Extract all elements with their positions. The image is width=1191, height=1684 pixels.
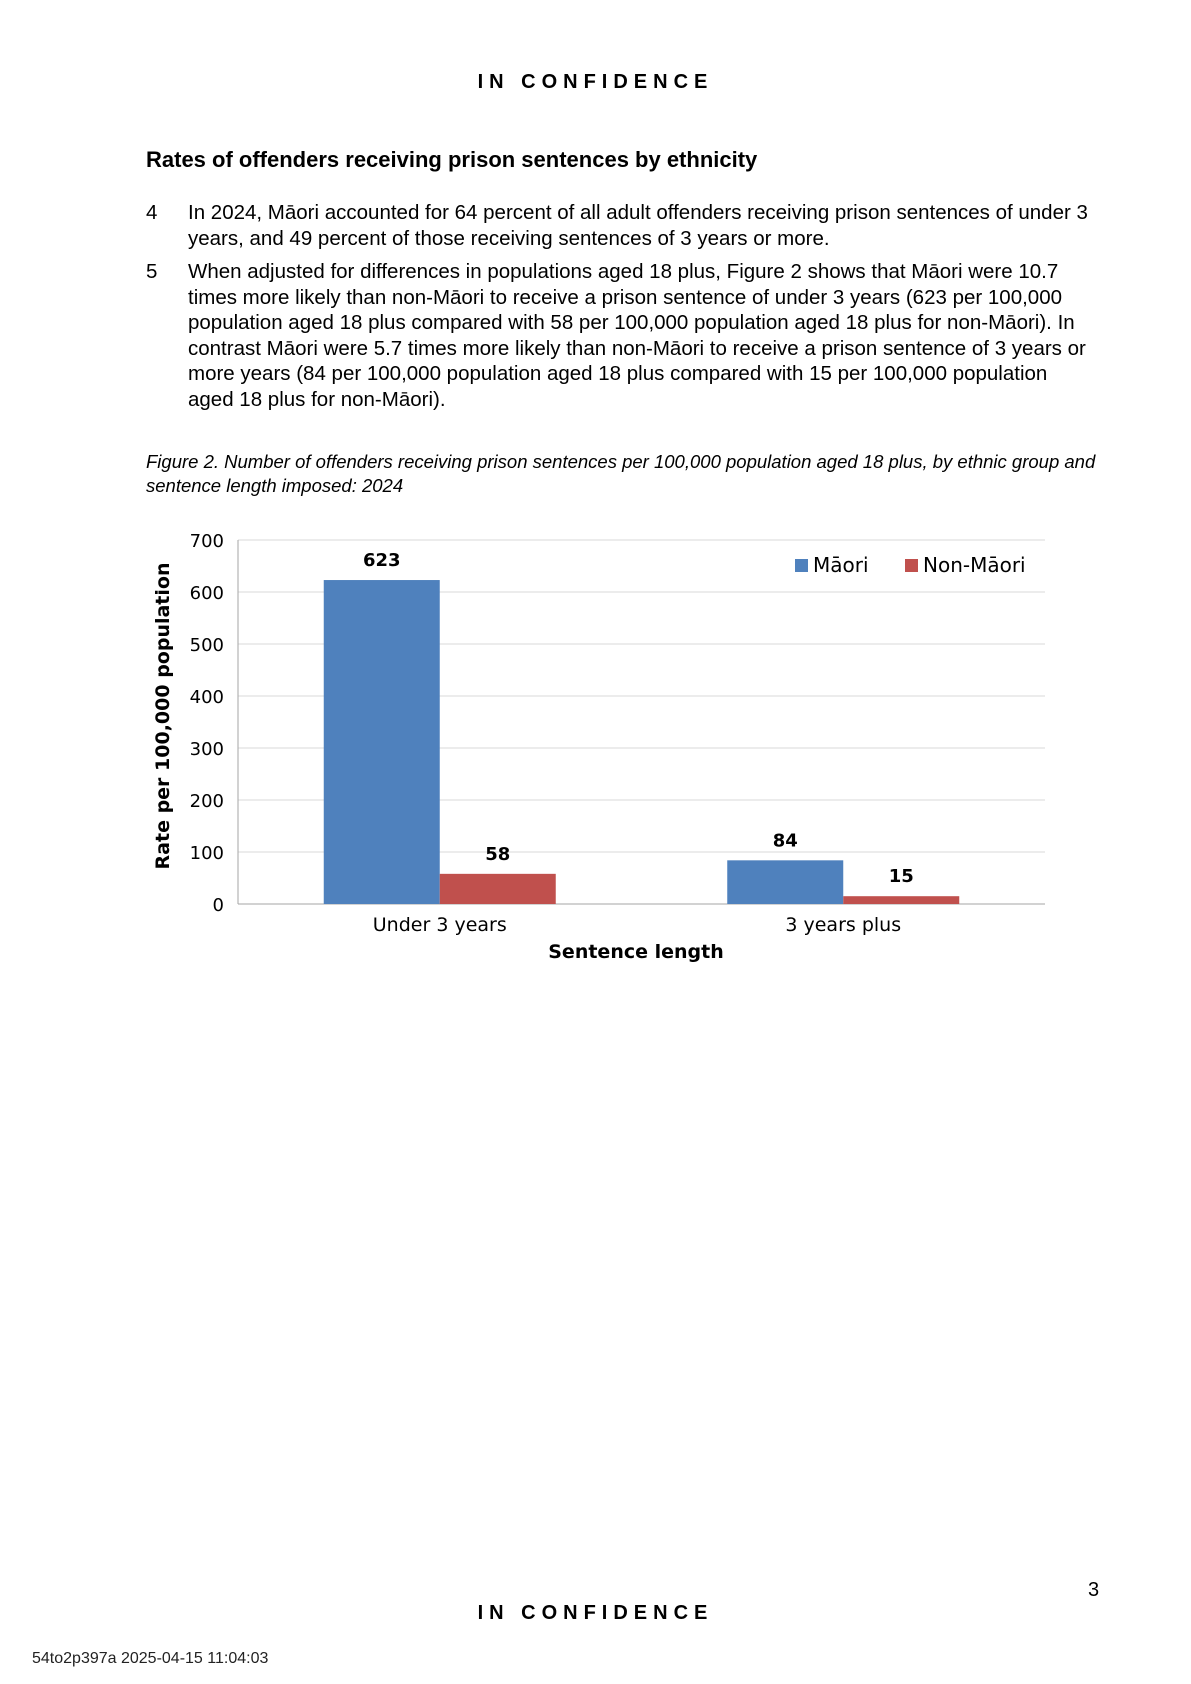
- bar-chart: [140, 520, 1060, 980]
- data-label: 58: [485, 843, 511, 865]
- y-axis-ticks: [190, 531, 224, 916]
- data-label: 15: [888, 866, 914, 888]
- paragraph-text: When adjusted for differences in populations aged 18 plus, Figure 2 shows that Māori were 10.7 times more likely than non-Māori to receive a prison sentence of under 3 years (623 per 100,000 population aged 18 plus compared with 58 per 100,000 population aged 18 plus for non-Māori). In contrast Māori were 5.7 times more likely than non-Māori to receive a prison sentence of 3 years or more years (84 per 100,000 population aged 18 plus compared with 15 per 100,000 population aged 18 plus for non-Māori).: [188, 260, 1086, 411]
- numbered-paragraph: [146, 259, 1096, 412]
- y-tick-label: 0: [212, 895, 224, 916]
- section-heading: Rates of offenders receiving prison sentences by ethnicity: [146, 147, 758, 172]
- y-tick-label: 600: [189, 583, 224, 604]
- document-stamp: 54to2p397a 2025-04-15 11:04:03: [32, 1650, 269, 1667]
- y-tick-label: 200: [189, 791, 224, 812]
- bar: [843, 896, 959, 904]
- x-category-label: 3 years plus: [785, 914, 902, 936]
- page-number: 3: [1088, 1579, 1100, 1601]
- bar: [440, 874, 556, 904]
- x-category-label: Under 3 years: [372, 914, 507, 936]
- y-tick-label: 400: [189, 687, 224, 708]
- classification-header: IN CONFIDENCE: [477, 71, 714, 93]
- x-axis-categories: [373, 914, 901, 936]
- y-tick-label: 700: [189, 531, 224, 552]
- bar: [324, 580, 440, 904]
- data-label: 623: [362, 550, 401, 572]
- paragraph-number: 5: [146, 260, 158, 283]
- numbered-paragraph: [146, 200, 1096, 251]
- bars: [324, 580, 960, 904]
- legend-swatch: [795, 559, 808, 572]
- y-tick-label: 500: [189, 635, 224, 656]
- legend-swatch: [905, 559, 918, 572]
- paragraph-number: 4: [146, 201, 158, 224]
- y-axis-title: Rate per 100,000 population: [152, 562, 174, 870]
- x-axis-title: Sentence length: [548, 941, 724, 963]
- data-label: 84: [772, 830, 798, 852]
- data-labels: [363, 550, 914, 887]
- y-tick-label: 100: [189, 843, 224, 864]
- legend: [795, 553, 1026, 577]
- legend-label: Non-Māori: [923, 553, 1026, 577]
- y-tick-label: 300: [189, 739, 224, 760]
- classification-footer: IN CONFIDENCE: [477, 1602, 714, 1624]
- legend-label: Māori: [813, 553, 869, 577]
- figure-caption: Figure 2. Number of offenders receiving prison sentences per 100,000 population aged 18 plus, by ethnic group and sentence length imposed: 2024: [146, 451, 1096, 496]
- bar: [727, 860, 843, 904]
- paragraph-text: In 2024, Māori accounted for 64 percent of all adult offenders receiving prison sentences of under 3 years, and 49 percent of those receiving sentences of 3 years or more.: [188, 201, 1088, 250]
